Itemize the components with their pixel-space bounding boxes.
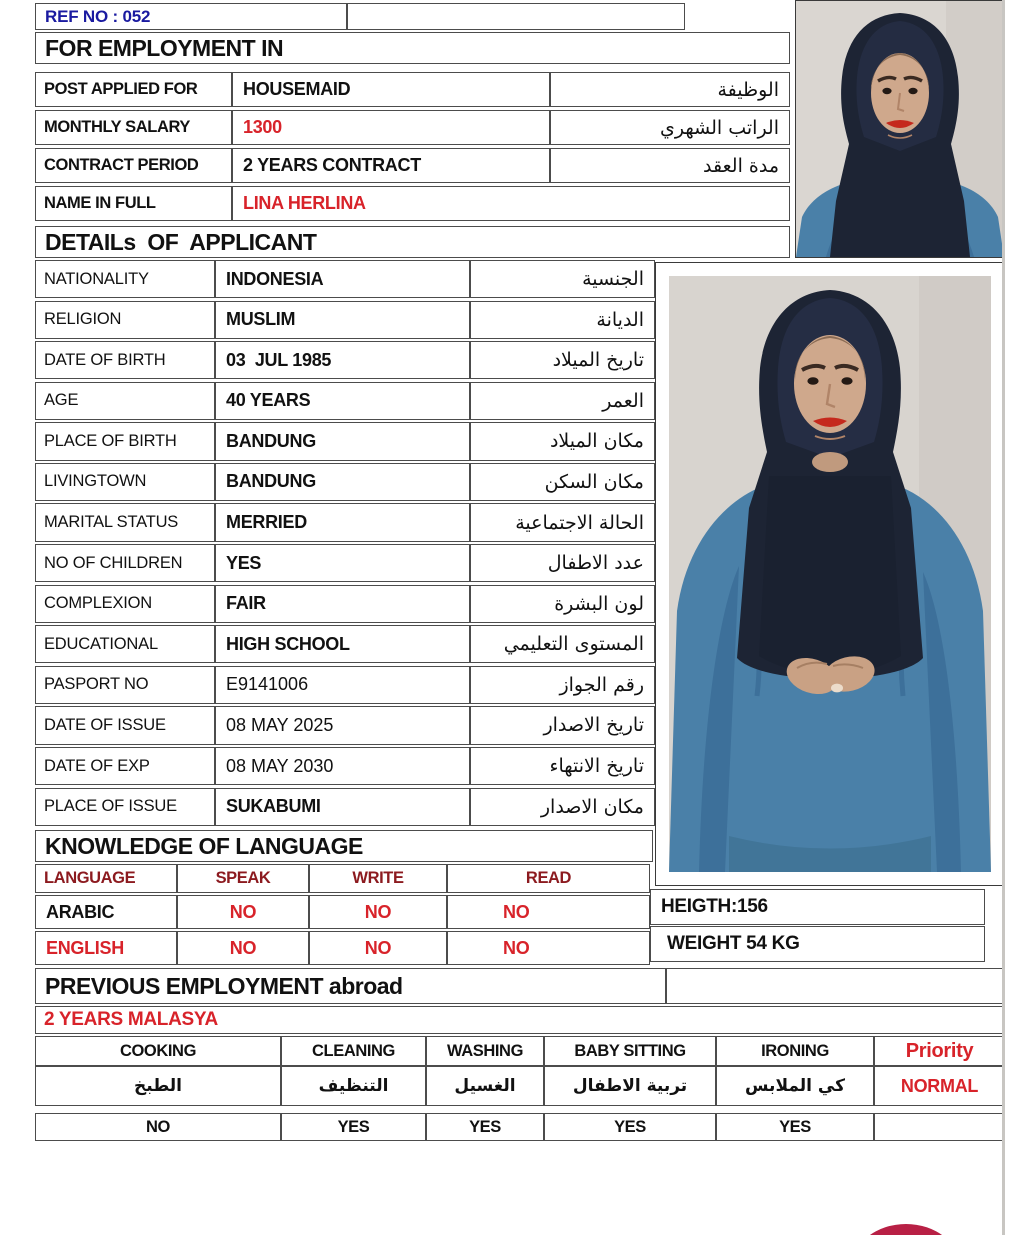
skill-arabic-label: كي الملابس — [716, 1066, 874, 1106]
field-label: NAME IN FULL — [35, 186, 232, 221]
field-value: MERRIED — [215, 503, 470, 541]
field-arabic-label: الحالة الاجتماعية — [470, 503, 655, 541]
field-arabic-label: العمر — [470, 382, 655, 420]
applicant-name: LINA HERLINA — [232, 186, 790, 221]
red-stamp-shape — [852, 1224, 960, 1235]
language-table — [35, 864, 650, 967]
field-arabic-label: تاريخ الميلاد — [470, 341, 655, 379]
details-row — [35, 341, 655, 379]
field-value: HIGH SCHOOL — [215, 625, 470, 663]
field-arabic-label: الوظيفة — [550, 72, 790, 107]
field-value: E9141006 — [215, 666, 470, 704]
ref-row-empty-cell — [347, 3, 685, 30]
details-table — [35, 260, 655, 828]
details-row — [35, 788, 655, 826]
field-label: MONTHLY SALARY — [35, 110, 232, 145]
details-row — [35, 706, 655, 744]
details-row — [35, 666, 655, 704]
field-value: 2 YEARS CONTRACT — [232, 148, 550, 183]
language-name: ENGLISH — [35, 931, 177, 965]
field-label: RELIGION — [35, 301, 215, 339]
ref-row — [35, 3, 685, 30]
skills-values-row — [35, 1113, 1005, 1141]
priority-header: Priority — [874, 1036, 1005, 1066]
skill-value: YES — [544, 1113, 716, 1141]
details-row — [35, 382, 655, 420]
section-title-language: KNOWLEDGE OF LANGUAGE — [35, 830, 653, 862]
applicant-photo-small-image — [796, 1, 1004, 257]
field-arabic-label: تاريخ الاصدار — [470, 706, 655, 744]
field-value: MUSLIM — [215, 301, 470, 339]
field-value: YES — [215, 544, 470, 582]
speak-value: NO — [177, 895, 309, 929]
details-row — [35, 544, 655, 582]
skill-value: YES — [281, 1113, 426, 1141]
field-arabic-label: مكان الاصدار — [470, 788, 655, 826]
section-title-previous-employment: PREVIOUS EMPLOYMENT abroad — [35, 968, 666, 1004]
field-value: 08 MAY 2025 — [215, 706, 470, 744]
field-value: BANDUNG — [215, 422, 470, 460]
details-row — [35, 503, 655, 541]
name-row — [35, 186, 790, 221]
field-value: 1300 — [232, 110, 550, 145]
language-name: ARABIC — [35, 895, 177, 929]
language-row — [35, 895, 650, 929]
field-arabic-label: لون البشرة — [470, 585, 655, 623]
field-label: COMPLEXION — [35, 585, 215, 623]
speak-value: NO — [177, 931, 309, 965]
field-label: POST APPLIED FOR — [35, 72, 232, 107]
details-row — [35, 747, 655, 785]
field-arabic-label: الديانة — [470, 301, 655, 339]
read-value: NO — [447, 895, 650, 929]
field-arabic-label: المستوى التعليمي — [470, 625, 655, 663]
height-field: HEIGTH:156 — [650, 889, 985, 925]
skill-header: IRONING — [716, 1036, 874, 1066]
speak-header: SPEAK — [177, 864, 309, 893]
field-label: NATIONALITY — [35, 260, 215, 298]
skill-value-empty — [874, 1113, 1005, 1141]
field-arabic-label: الجنسية — [470, 260, 655, 298]
priority-value: NORMAL — [874, 1066, 1005, 1106]
employment-table — [35, 72, 790, 186]
field-label: DATE OF EXP — [35, 747, 215, 785]
field-arabic-label: مكان السكن — [470, 463, 655, 501]
field-label: MARITAL STATUS — [35, 503, 215, 541]
field-value: INDONESIA — [215, 260, 470, 298]
details-row — [35, 422, 655, 460]
ref-no: REF NO : 052 — [35, 3, 347, 30]
language-row — [35, 931, 650, 965]
write-value: NO — [309, 895, 447, 929]
field-label: PASPORT NO — [35, 666, 215, 704]
skill-value: YES — [716, 1113, 874, 1141]
weight-field: WEIGHT 54 KG — [650, 926, 985, 962]
skill-arabic-label: التنظيف — [281, 1066, 426, 1106]
applicant-photo-main — [655, 262, 1005, 886]
field-label: AGE — [35, 382, 215, 420]
field-arabic-label: مكان الميلاد — [470, 422, 655, 460]
skill-header: CLEANING — [281, 1036, 426, 1066]
language-header-row — [35, 864, 650, 893]
field-arabic-label: تاريخ الانتهاء — [470, 747, 655, 785]
field-label: PLACE OF BIRTH — [35, 422, 215, 460]
field-value: BANDUNG — [215, 463, 470, 501]
section-title-details: DETAILs OF APPLICANT — [35, 226, 790, 258]
details-row — [35, 301, 655, 339]
field-value: 08 MAY 2030 — [215, 747, 470, 785]
employment-row — [35, 72, 790, 107]
skill-arabic-label: الغسيل — [426, 1066, 544, 1106]
write-header: WRITE — [309, 864, 447, 893]
field-value: 40 YEARS — [215, 382, 470, 420]
read-header: READ — [447, 864, 650, 893]
applicant-photo-main-image — [669, 276, 991, 872]
field-label: CONTRACT PERIOD — [35, 148, 232, 183]
applicant-photo-small — [795, 0, 1005, 258]
skill-header: BABY SITTING — [544, 1036, 716, 1066]
skills-table — [35, 1036, 1005, 1141]
skill-value: NO — [35, 1113, 281, 1141]
field-value: 03 JUL 1985 — [215, 341, 470, 379]
field-label: DATE OF ISSUE — [35, 706, 215, 744]
read-value: NO — [447, 931, 650, 965]
language-header: LANGUAGE — [35, 864, 177, 893]
field-arabic-label: عدد الاطفال — [470, 544, 655, 582]
skills-header-row — [35, 1036, 1005, 1066]
previous-employment-row — [35, 968, 1005, 1004]
previous-employment-empty-cell — [666, 968, 1005, 1004]
skill-header: WASHING — [426, 1036, 544, 1066]
field-value: HOUSEMAID — [232, 72, 550, 107]
field-arabic-label: الراتب الشهري — [550, 110, 790, 145]
skills-arabic-row — [35, 1066, 1005, 1106]
details-row — [35, 260, 655, 298]
skill-arabic-label: الطبخ — [35, 1066, 281, 1106]
field-value: SUKABUMI — [215, 788, 470, 826]
write-value: NO — [309, 931, 447, 965]
section-title-for-employment: FOR EMPLOYMENT IN — [35, 32, 790, 64]
details-row — [35, 585, 655, 623]
field-value: FAIR — [215, 585, 470, 623]
previous-experience: 2 YEARS MALASYA — [35, 1006, 1005, 1034]
details-row — [35, 463, 655, 501]
skill-value: YES — [426, 1113, 544, 1141]
skill-arabic-label: تربية الاطفال — [544, 1066, 716, 1106]
field-arabic-label: مدة العقد — [550, 148, 790, 183]
employment-row — [35, 148, 790, 183]
field-arabic-label: رقم الجواز — [470, 666, 655, 704]
details-row — [35, 625, 655, 663]
field-label: PLACE OF ISSUE — [35, 788, 215, 826]
page-edge-line — [1002, 0, 1005, 1235]
field-label: NO OF CHILDREN — [35, 544, 215, 582]
field-label: DATE OF BIRTH — [35, 341, 215, 379]
field-label: EDUCATIONAL — [35, 625, 215, 663]
employment-row — [35, 110, 790, 145]
skill-header: COOKING — [35, 1036, 281, 1066]
field-label: LIVINGTOWN — [35, 463, 215, 501]
